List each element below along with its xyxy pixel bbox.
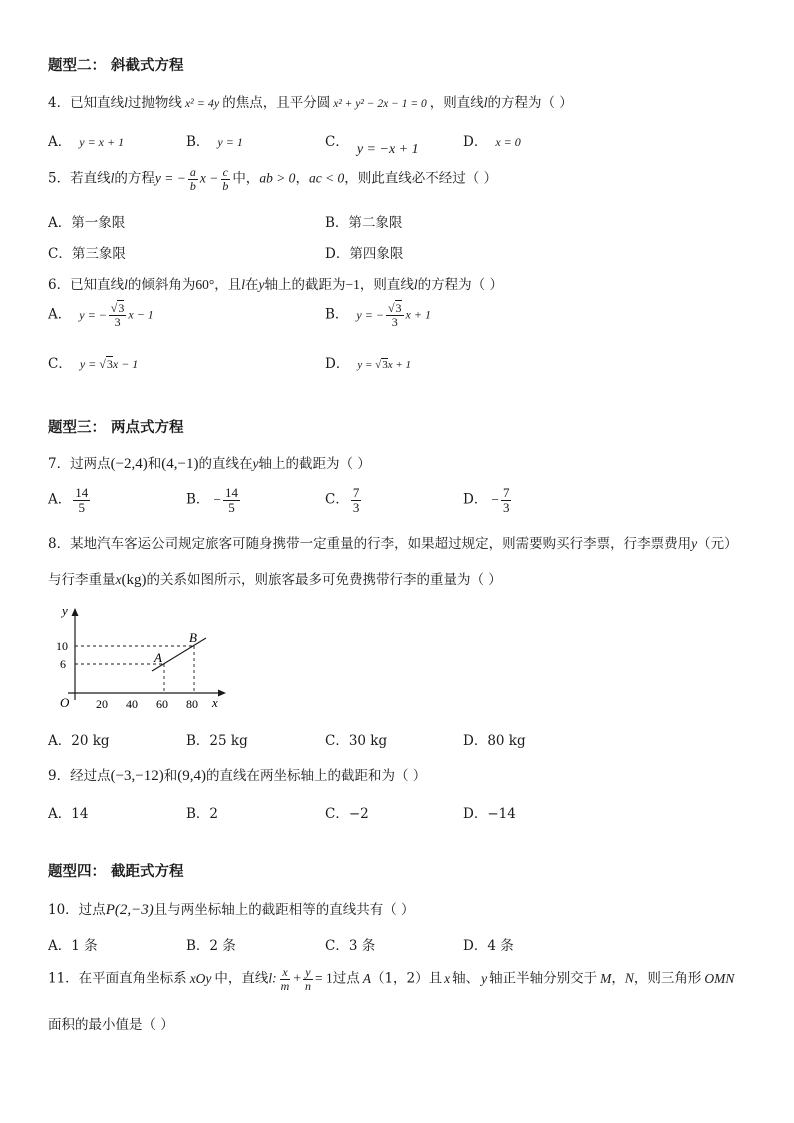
option-math: x = 0 (495, 135, 521, 149)
q8-text: 8．某地汽车客运公司规定旅客可随身携带一定重量的行李，如果超过规定，则需要购买行李票，行李票费用 (48, 536, 692, 552)
section-heading-4: 题型四： 截距式方程 (48, 864, 184, 880)
option-label: C． (48, 356, 72, 372)
q7-text: 轴上的截距为（ ） (258, 456, 371, 472)
q8-option-d[interactable]: D．80 kg (463, 733, 526, 749)
q6-option-d[interactable]: D． y = √3x + 1 (325, 356, 411, 372)
q10-option-b[interactable]: B．2 条 (186, 938, 236, 954)
q7-option-c[interactable] (325, 486, 363, 514)
option-math: y = 1 (217, 135, 243, 149)
q9-option-b[interactable]: B．2 (186, 806, 219, 822)
q11-math: + (293, 970, 301, 986)
y-tick-10: 10 (56, 639, 68, 653)
q5-math: ab > 0 (259, 170, 296, 186)
option-math: y = − (356, 307, 384, 322)
section-heading-2: 题型二： 斜截式方程 (48, 58, 184, 74)
q4-text: 的焦点，且平分圆 (222, 95, 331, 111)
q5-math: x − (199, 170, 219, 186)
q5-option-c[interactable]: C．第三象限 (48, 246, 126, 262)
q4-circle: x² + y² − 2x − 1 = 0 (333, 98, 427, 110)
question-6 (48, 273, 503, 293)
x-tick-60: 60 (156, 697, 168, 711)
q8-text: （元） (697, 536, 738, 552)
q11-text: ， (611, 970, 625, 987)
q11-var: y (481, 970, 488, 986)
q4-text: 4．已知直线 (48, 95, 125, 111)
q9-text: 9．经过点 (48, 768, 111, 784)
question-4 (48, 91, 573, 111)
option-label: D． (325, 356, 350, 372)
q6-var: y (258, 277, 265, 292)
q5-text: 5．若直线 (48, 170, 111, 187)
option-sign: − (213, 491, 222, 507)
x-tick-20: 20 (96, 697, 108, 711)
q5-fraction-a-b: $\frac{a}{b}$ (189, 165, 196, 193)
origin-label: O (60, 695, 70, 710)
q10-option-d[interactable]: D．4 条 (463, 938, 514, 954)
q8-var: x (115, 572, 122, 587)
option-math: x − 1 (128, 307, 154, 322)
option-label: A． (48, 134, 72, 150)
option-fraction: $\frac{14}{5}$ (225, 485, 239, 515)
q6-text: ，且 (214, 277, 242, 293)
q7-option-d[interactable] (463, 486, 513, 514)
x-tick-40: 40 (126, 697, 138, 711)
option-math: 3 (106, 357, 113, 371)
q5-text: 中， (232, 170, 260, 187)
q11-text: 11．在平面直角坐标系 (48, 970, 187, 987)
q10-text: 且与两坐标轴上的截距相等的直线共有（ ） (153, 902, 415, 918)
y-tick-6: 6 (60, 657, 66, 671)
q7-option-b[interactable] (186, 486, 242, 514)
q11-var: OMN (704, 970, 735, 986)
option-fraction: $\frac{14}{5}$ (75, 485, 89, 515)
q11-var: M (600, 970, 612, 986)
y-axis-label: y (62, 603, 68, 618)
q5-option-b[interactable]: B．第二象限 (325, 215, 403, 231)
q6-text: 6．已知直线 (48, 277, 125, 293)
q8-text: 与行李重量 (48, 572, 116, 588)
q4-text: ，则直线 (429, 95, 484, 111)
q6-text: 的方程为（ ） (417, 277, 503, 293)
q6-text: 轴上的截距为 (264, 277, 346, 293)
q8-unit: (kg) (121, 572, 147, 588)
q11-math: xOy (189, 970, 212, 986)
x-tick-80: 80 (186, 697, 198, 711)
q11-text: 轴、 (452, 970, 480, 987)
q7-text: 7．过两点 (48, 456, 111, 472)
baggage-fee-graph (50, 600, 235, 715)
question-8-line-2 (48, 568, 502, 589)
option-label: A． (48, 491, 72, 508)
q6-text: 在 (245, 277, 259, 293)
q11-text: （1，2）且 (370, 970, 443, 987)
question-7 (48, 452, 371, 473)
q10-text: 10．过点 (48, 902, 106, 918)
q5-option-a[interactable]: A．第一象限 (48, 215, 126, 231)
y-axis-arrow (72, 608, 79, 616)
q4-text: 过抛物线 (127, 95, 182, 111)
q5-math: y = − (154, 170, 186, 186)
q9-point: (−3,−12) (110, 768, 164, 784)
q5-option-d[interactable]: D．第四象限 (325, 246, 404, 262)
q11-text: 过点 (332, 970, 360, 987)
q11-math: A (362, 970, 371, 986)
q6-var: l (413, 277, 418, 292)
q5-text: 的方程 (114, 170, 155, 187)
q4-parabola: x² = 4y (184, 96, 220, 110)
q6-text: 的倾斜角为 (127, 277, 196, 293)
question-11-line-1 (48, 966, 734, 992)
q11-fraction-y-n: $\frac{y}{n}$ (304, 965, 311, 993)
q6-var: l (241, 277, 246, 292)
q5-var: l (110, 170, 115, 186)
q6-var: l (124, 277, 128, 292)
q9-text: 和 (163, 768, 178, 784)
option-label: B． (186, 491, 210, 508)
q5-text: ，则此直线必不经过（ ） (344, 170, 498, 187)
q11-fraction-x-m: $\frac{x}{m}$ (280, 965, 290, 993)
q7-var: y (252, 456, 259, 471)
q9-point: (9,4) (177, 768, 207, 784)
option-fraction: $\frac{√3}{3}$ (110, 301, 125, 329)
q9-option-a[interactable]: A．14 (48, 806, 89, 822)
q6-math: −1 (345, 277, 360, 292)
option-math: x + 1 (387, 359, 411, 371)
q4-option-c[interactable] (325, 130, 419, 157)
q4-option-b[interactable] (186, 130, 243, 150)
q7-point: (4,−1) (161, 456, 199, 472)
question-5 (48, 166, 497, 192)
q6-option-b[interactable] (325, 302, 431, 328)
option-math: x − 1 (112, 357, 139, 371)
q4-text: 的方程为（ ） (487, 95, 573, 111)
q8-text: 的关系如图所示，则旅客最多可免费携带行李的重量为（ ） (146, 572, 502, 588)
q11-var: x (444, 970, 451, 986)
q6-text: ，则直线 (359, 277, 414, 293)
q11-math: l: (268, 970, 277, 986)
option-label: B． (325, 306, 349, 323)
x-axis-arrow (218, 690, 226, 697)
q5-text: ， (295, 170, 309, 187)
q7-option-a[interactable] (48, 486, 92, 514)
q11-text: ，则三角形 (633, 970, 702, 987)
option-sign: − (491, 491, 499, 507)
q10-point: P(2,−3) (105, 902, 154, 918)
option-fraction: $\frac{7}{3}$ (352, 485, 360, 515)
option-math: y = −x + 1 (356, 142, 419, 157)
q9-text: 的直线在两坐标轴上的截距和为（ ） (206, 768, 427, 784)
option-fraction: $\frac{√3}{3}$ (387, 301, 402, 329)
question-10 (48, 898, 415, 919)
option-math: x + 1 (405, 307, 431, 322)
option-label: D． (463, 134, 488, 150)
q11-text: 轴正半轴分别交于 (489, 970, 598, 987)
q9-option-c[interactable]: C．−2 (325, 806, 369, 822)
q5-math: ac < 0 (308, 170, 345, 186)
question-11-line-2: 面积的最小值是（ ） (48, 1017, 174, 1033)
q4-option-d[interactable] (463, 130, 521, 150)
option-label: D． (463, 491, 488, 508)
q8-option-a[interactable]: A．20 kg (48, 733, 110, 749)
option-label: A． (48, 306, 72, 323)
q8-var: y (691, 536, 698, 551)
q7-text: 和 (147, 456, 162, 472)
q6-option-a[interactable] (48, 302, 154, 328)
q8-option-c[interactable]: C．30 kg (325, 733, 388, 749)
option-math: y = (79, 357, 100, 371)
q11-math: = 1 (314, 970, 333, 986)
point-b-label: B (189, 630, 197, 645)
q4-var: l (124, 95, 128, 110)
question-8-line-1 (48, 532, 738, 552)
question-9 (48, 764, 426, 785)
option-math: 3 (382, 359, 388, 371)
q4-var: l (483, 95, 488, 110)
option-math: y = (357, 359, 376, 371)
q11-text: 中，直线 (214, 970, 269, 987)
q10-option-a[interactable]: A．1 条 (48, 938, 98, 954)
q5-fraction-c-b: $\frac{c}{b}$ (222, 165, 229, 193)
point-a-label: A (154, 650, 162, 665)
option-math: y = x + 1 (79, 135, 125, 149)
x-axis-label: x (212, 695, 218, 710)
q9-option-d[interactable]: D．−14 (463, 806, 516, 822)
q10-option-c[interactable]: C．3 条 (325, 938, 376, 954)
q6-option-c[interactable]: C． y = √3x − 1 (48, 356, 139, 372)
q7-point: (−2,4) (110, 456, 148, 472)
q11-var: N (624, 970, 634, 986)
q7-text: 的直线在 (198, 456, 253, 472)
option-label: B． (186, 134, 210, 150)
option-label: C． (325, 134, 349, 150)
q6-math: 60° (195, 277, 215, 292)
option-fraction: $\frac{7}{3}$ (502, 485, 510, 515)
option-math: y = − (79, 307, 107, 322)
q8-option-b[interactable]: B．25 kg (186, 733, 248, 749)
option-label: C． (325, 491, 349, 508)
section-heading-3: 题型三： 两点式方程 (48, 420, 184, 436)
q4-option-a[interactable] (48, 130, 124, 150)
